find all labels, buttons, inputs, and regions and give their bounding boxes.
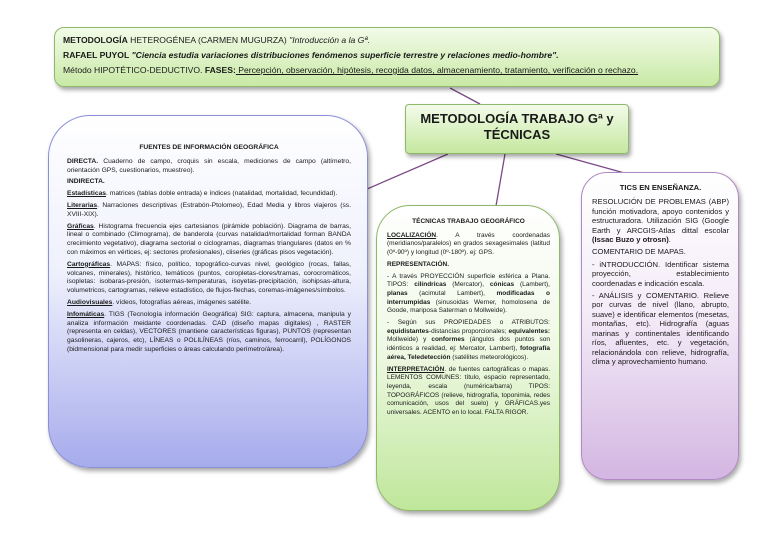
central-title-box [405, 104, 629, 154]
central-title: METODOLOGÍA TRABAJO Gª y TÉCNICAS [420, 111, 614, 142]
techniques-properties: - Según sus PROPIEDADES o ATRIBUTOS: equidistantes-distancias proporcionales; equivalentes: Mollweide) y conformes (ángulos dos puntos son idénticos a realidad, ej: Mercator, Lambert), fotografía aérea, Teledetección (satélites meteorológicos). [387, 319, 550, 361]
tics-introduction: - iNTRODUCCIÓN. Identificar sistema proyección, establecimiento coordenadas e indicación escala. [592, 259, 729, 288]
sources-title: FUENTES DE INFORMACIÓN GEOGRÁFICA [139, 144, 279, 151]
sources-informaticas: Infomáticas. TIGS (Tecnología información Geográfica) SIG: captura, almacena, manipula y analiza información meidante coordenadas. CAD (diseño mapas digitales) , RASTER (representa en celdas), VECTORES (mantiene características figuras), PUNTOS (representan gasolineras, cajeros, etc), LÍNEAS o POLILÍNEAS (ríos, caminos, ferrocarril), POLÍGONOS (bidmensional para medir superficies o áreas calculando perímetro/área). [67, 310, 351, 353]
sources-graficas: Gráficas. Histograma frecuencia ejes cartesianos (pirámide población). Diagrama de barras, lineal o combinado (Climograma), de banderola (curvas natalidad/mortalidad forman BANDA crecimiento vegetativo), diagrama sectorial o ciclogramas, diagramas triangulares (datos en % con máximos en vértices, ej: sectores profesionales), cliseries (gráficas pisos vegetación). [67, 222, 351, 256]
sources-audiovisuales: Audiovisuales. vídeos, fotografías aéreas, imágenes satélite. [67, 298, 252, 306]
sources-estadisticas: Estadísticas. matrices (tablas doble entrada) e índices (natalidad, mortalidad, fecundidad). [67, 190, 338, 198]
connector-top-center [450, 88, 480, 104]
techniques-localizacion: LOCALIZACIÓN. A través coordenadas (meridianos/paralelos) en grados sexagesimales (latitud (0º-90º) y longitud (0º-180º). ej: GPS. [387, 231, 550, 257]
tics-problem-solving: RESOLUCIÓN DE PROBLEMAS (ABP) función motivadora, apoyo contenidos y estructuradora. Utilización SIG (Google Earth y ARCGIS-Atlas dittal escolar (Issac Buzo y otrosn). [592, 197, 729, 245]
techniques-projections: - A través PROYECCIÓN superficie esférica a Plana. TIPOS: cilíndricas (Mercator), cónicas (Lambert), planas (acimutal Lambert), modificadas o interrumpidas (sinusoidas Werner, homolosena de Goode, mariposa Saterman o Mollweide). [387, 272, 550, 315]
tics-map-commentary: COMENTARIO DE MAPAS. [592, 247, 686, 257]
tics-analysis: - ANÁLISIS y COMENTARIO. Relieve por curvas de nivel (llano, abrupto, suave) e identificar elementos (mesetas, montañas, etc). Hidrografía (aguas marinas y continentales identificando ríos, afluentes, etc. y vegetación, relacionándola con relieve, hidrografía, clima y aprovechamiento humano. [592, 291, 729, 366]
techniques-interpretacion: INTERPRETACIÓN. de fuentes cartográficas o mapas. LEMENTOS COMUNES: título, espacio representado, leyenda, escala (numérica/barra) TIPOS: TOPOGRÁFICOS (relieve, hidrografía, toponimia, redes comunicación, usos del suelo) y GRÁFICAS.yes universales. ACENTO en lo local. FALTA RIGOR. [387, 365, 550, 417]
sources-box [48, 115, 368, 468]
method-phases-line: Método HIPOTÉTICO-DEDUCTIVO. FASES: Percepción, observación, hipótesis, recogida datos, almacenamiento, tratamiento, verificación o rechazo. [63, 65, 639, 75]
sources-literarias: Literarias. Narraciones descriptivas (Estrabón-Ptolomeo), Edad Media y libros viajeros (ss. XVIII-XIX). [67, 201, 351, 218]
sources-indirecta: INDIRECTA. [67, 178, 105, 186]
methodology-header-box [54, 27, 720, 87]
sources-directa: DIRECTA. Cuaderno de campo, croquis sin escala, mediciones de campo (altímetro, orientación GPS, cuestionarios, muestreo). [67, 157, 351, 174]
tics-title: TICS EN ENSEÑANZA. [619, 183, 702, 192]
techniques-title: TÉCNICAS TRABAJO GEOGRÁFICO [412, 218, 525, 225]
techniques-representacion: REPRESENTACIÓN. [387, 260, 449, 268]
techniques-box [376, 205, 560, 511]
puyol-line: RAFAEL PUYOL "Ciencia estudia variaciones distribuciones fenómenos superficie terrestre y relaciones medio-hombre". [63, 50, 559, 60]
connector-center-right [556, 154, 628, 174]
sources-cartograficas: Cartográficas. MAPAS: físico, político, topográfico-curvas nivel, geológico (rocas, fallas, volcanes, minerales), histórico, temáticos (puntos, coropletas-clores/tramas, corocromáticos, isopletas: isobaras-presión, isotermas-temperaturas, isoyetas-precipitación, isohipsas-altura, volumetricos, cartogramas, relieve estadístico, de flujos-flechas, coremas-imágenes/símbolos. [67, 260, 351, 295]
methodology-line: METODOLOGÍA HETEROGÉNEA (CARMEN MUGURZA) "Introducción a la Gª. [63, 35, 370, 45]
connector-center-mid [496, 154, 505, 206]
tics-box [581, 172, 739, 480]
